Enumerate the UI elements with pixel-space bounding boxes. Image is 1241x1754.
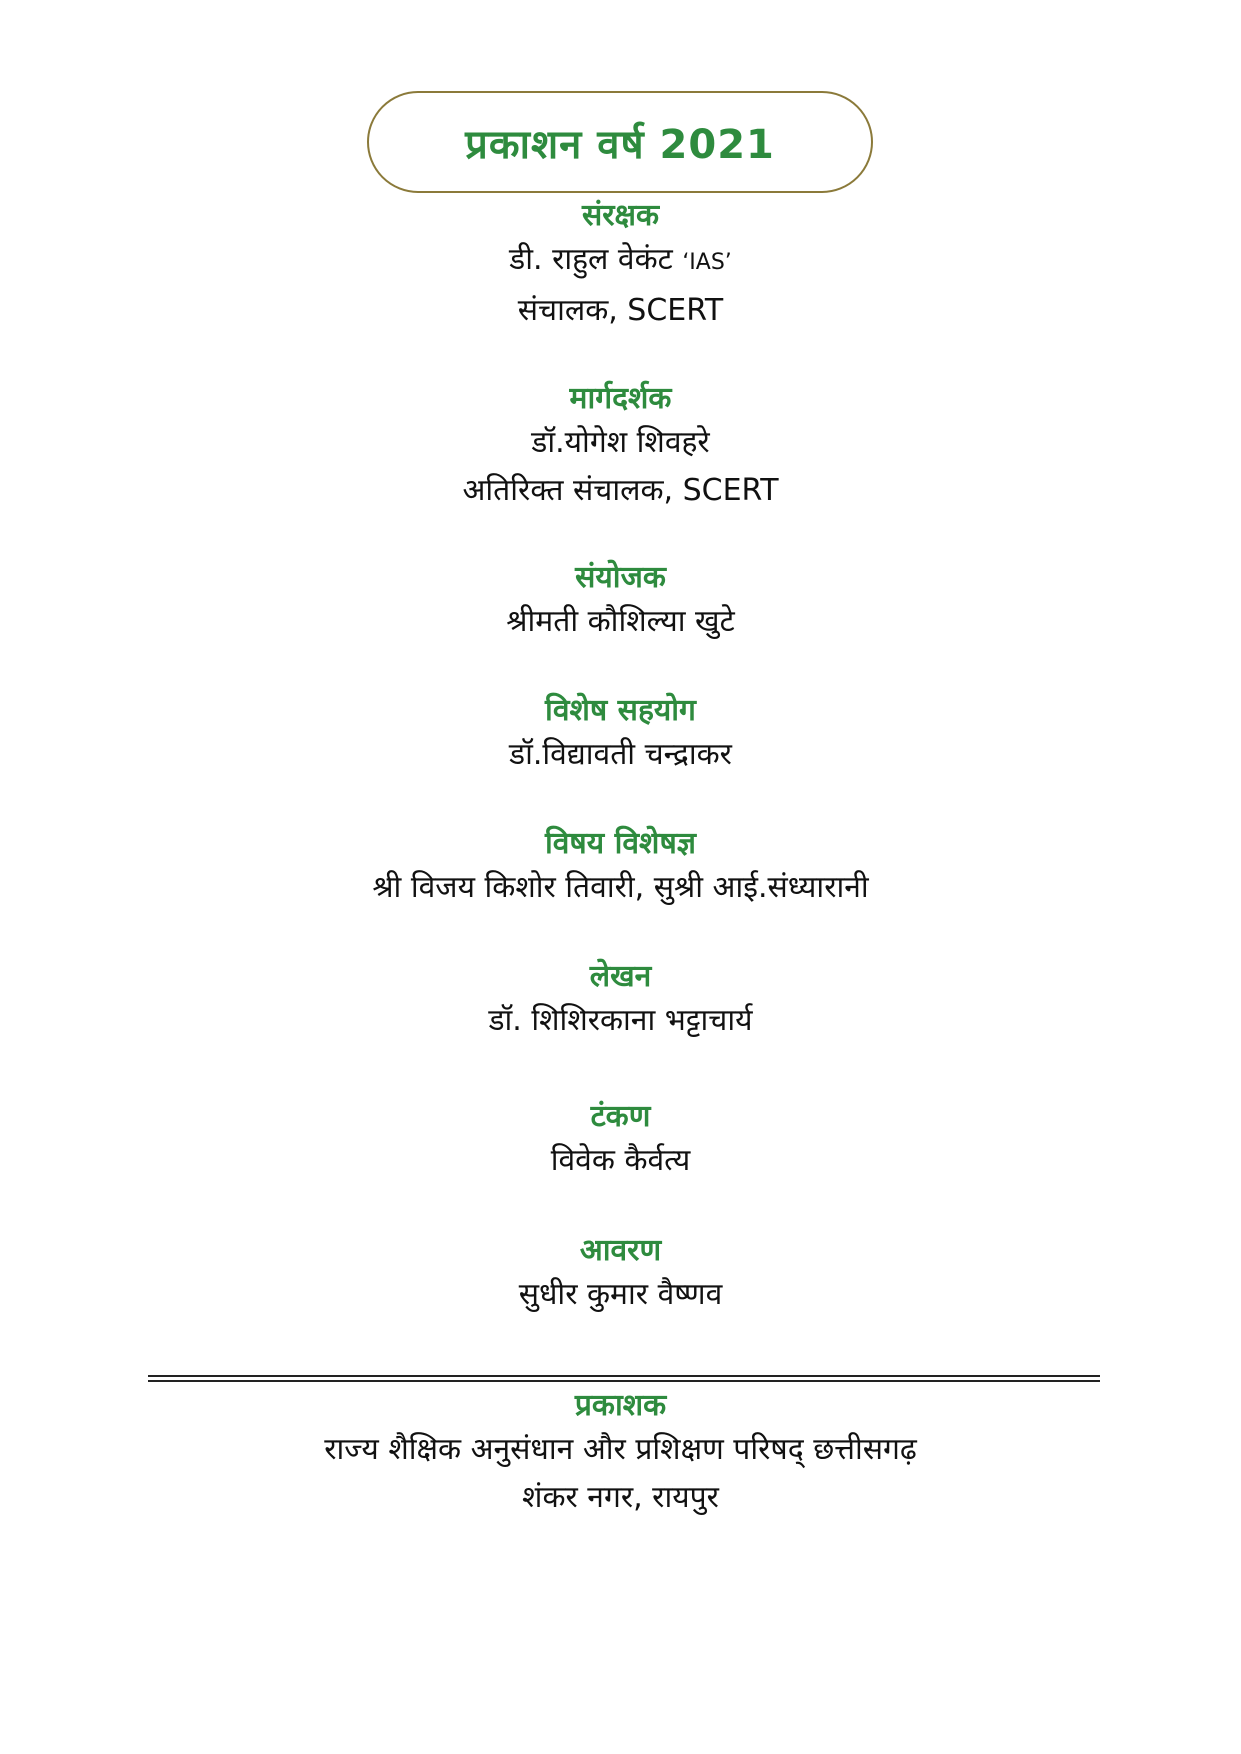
section-special-support (0, 691, 1241, 779)
divider-line-bottom (148, 1380, 1100, 1382)
publisher-name: राज्य शैक्षिक अनुसंधान और प्रशिक्षण परिषद् छत्तीसगढ़ (324, 1432, 917, 1467)
patron-name: डी. राहुल वेकंट (509, 242, 673, 277)
publisher-address: शंकर नगर, रायपुर (522, 1480, 719, 1515)
section-typing (0, 1097, 1241, 1185)
section-heading: विषय विशेषज्ञ (544, 826, 697, 861)
section-heading: आवरण (579, 1233, 662, 1268)
section-guide (0, 379, 1241, 515)
section-coordinator (0, 558, 1241, 646)
section-designation: संचालक, SCERT (517, 293, 724, 328)
section-name-line: डॉ.योगेश शिवहरे (531, 425, 710, 460)
section-subject-experts (0, 824, 1241, 912)
section-heading: टंकण (590, 1099, 651, 1134)
section-designation: अतिरिक्त संचालक, SCERT (462, 473, 779, 508)
section-publisher (0, 1386, 1241, 1522)
publisher-heading: प्रकाशक (574, 1388, 667, 1423)
page-title: प्रकाशन वर्ष 2021 (465, 121, 775, 168)
section-heading: संयोजक (575, 560, 666, 595)
patron-suffix: ‘IAS’ (682, 250, 732, 275)
section-heading: संरक्षक (581, 198, 660, 233)
section-name-line: विवेक कैर्वत्य (550, 1143, 691, 1178)
divider-line-top (148, 1375, 1100, 1377)
section-heading: मार्गदर्शक (569, 381, 672, 416)
section-writing (0, 957, 1241, 1045)
title-box (367, 91, 873, 193)
section-cover (0, 1231, 1241, 1319)
section-name-line: डॉ. शिशिरकाना भट्टाचार्य (488, 1003, 753, 1038)
section-name-line: श्रीमती कौशिल्या खुटे (506, 604, 735, 639)
section-heading: विशेष सहयोग (545, 693, 696, 728)
section-name-line: श्री विजय किशोर तिवारी, सुश्री आई.संध्यारानी (372, 870, 869, 905)
section-patron (0, 196, 1241, 335)
section-heading: लेखन (589, 959, 652, 994)
section-name-line: सुधीर कुमार वैष्णव (518, 1277, 723, 1312)
section-name-line (0, 236, 1241, 287)
section-name-line: डॉ.विद्यावती चन्द्राकर (509, 737, 732, 772)
